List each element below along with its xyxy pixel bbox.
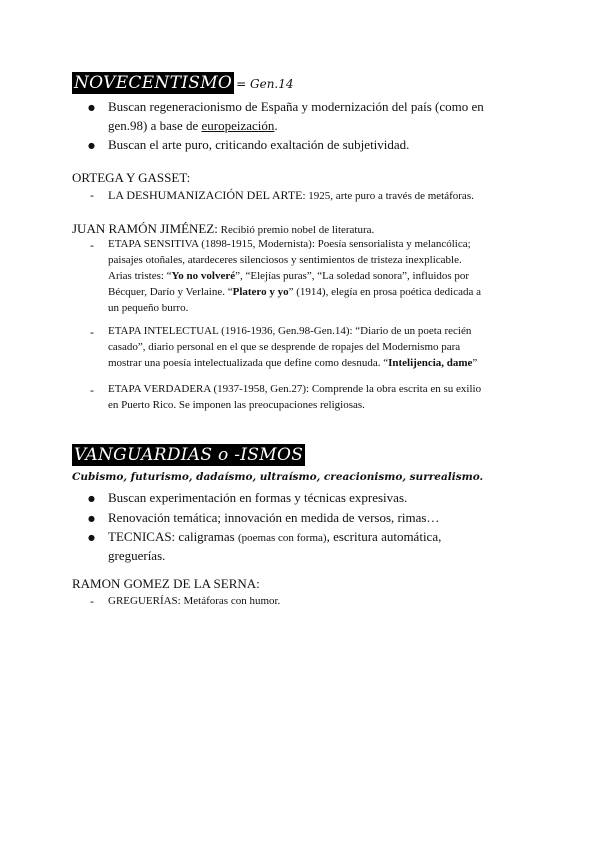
- bullet-marker: ●: [88, 103, 95, 112]
- bullet-text: Buscan el arte puro, criticando exaltación de subjetividad.: [108, 137, 410, 152]
- sensitiva-text: un pequeño burro.: [108, 302, 189, 314]
- bullet-text-continuation: greguerías.: [108, 548, 166, 563]
- dash-marker: -: [90, 383, 94, 397]
- vanguardias-subtitle: Cubismo, futurismo, dadaísmo, ultraísmo, creacionismo, surrealismo.: [72, 471, 484, 483]
- bullet-marker: ●: [88, 514, 95, 523]
- ortega-title: ORTEGA Y GASSET:: [72, 170, 191, 185]
- bullet-marker: ●: [88, 494, 95, 503]
- intelectual-text: mostrar una poesía intelectualizada que define como desnuda. “Intelijencia, dame”: [108, 357, 478, 369]
- sensitiva-text: ETAPA SENSITIVA (1898-1915, Modernista): Poesía sensorialista y melancólica;: [108, 238, 471, 250]
- dash-marker: -: [90, 188, 94, 202]
- section-heading-vanguardias: [72, 444, 305, 466]
- heading-label: VANGUARDIAS o -ISMOS: [74, 445, 304, 465]
- sensitiva-text: Bécquer, Darío y Verlaine. “Platero y yo” (1914), elegía en prosa poética dedicada a: [108, 286, 482, 298]
- bullet-text: Buscan experimentación en formas y técnicas expresivas.: [108, 490, 408, 505]
- verdadera-text: ETAPA VERDADERA (1937-1958, Gen.27): Comprende la obra escrita en su exilio: [108, 383, 482, 395]
- heading-label: NOVECENTISMO: [74, 73, 233, 93]
- europeizacion-link[interactable]: europeización: [201, 118, 275, 133]
- intelectual-text: casado”, diario personal en el que se desprende de ropajes del Modernismo para: [108, 341, 461, 353]
- sensitiva-text: Arias tristes: “Yo no volveré”, “Elejías puras”, “La soledad sonora”, influidos por: [108, 270, 470, 282]
- sensitiva-text: paisajes otoñales, atardeceres silenciosos y sentimientos de tristeza inexplicable.: [108, 254, 462, 266]
- bullet-marker: ●: [88, 533, 95, 542]
- verdadera-text: en Puerto Rico. Se imponen las preocupaciones religiosas.: [108, 399, 365, 411]
- bullet-marker: ●: [88, 141, 95, 150]
- section-heading-novecentismo: [72, 72, 294, 94]
- dash-marker: -: [90, 594, 94, 608]
- bullet-text-continuation: gen.98) a base de europeización.: [108, 118, 278, 133]
- bullet-text: Buscan regeneracionismo de España y modernización del país (como en: [108, 99, 484, 114]
- ramon-item: GREGUERÍAS: Metáforas con humor.: [108, 595, 281, 607]
- jrj-title: JUAN RAMÓN JIMÉNEZ: Recibió premio nobel de literatura.: [72, 221, 375, 236]
- heading-suffix: = Gen.14: [236, 77, 294, 91]
- intelectual-text: ETAPA INTELECTUAL (1916-1936, Gen.98-Gen.14): “Diario de un poeta recién: [108, 325, 472, 337]
- dash-marker: -: [90, 238, 94, 252]
- bullet-text: TECNICAS: caligramas (poemas con forma), escritura automática,: [108, 529, 442, 544]
- bullet-text: Renovación temática; innovación en medida de versos, rimas…: [108, 510, 440, 525]
- dash-marker: -: [90, 325, 94, 339]
- ortega-item: LA DESHUMANIZACIÓN DEL ARTE: 1925, arte puro a través de metáforas.: [108, 188, 474, 202]
- ramon-title: RAMON GOMEZ DE LA SERNA:: [72, 576, 260, 591]
